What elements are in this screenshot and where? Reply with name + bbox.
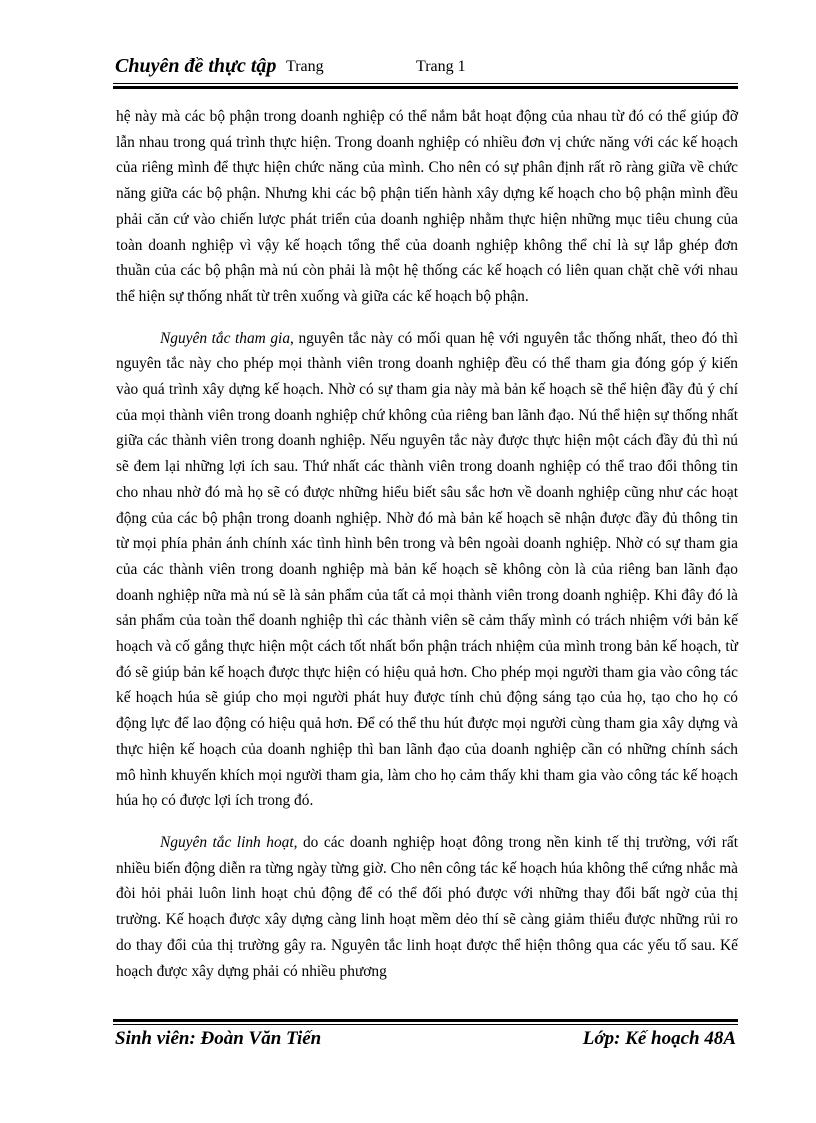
page-header [113,52,738,84]
document-body [116,104,738,1000]
footer-rule-thin [113,1024,738,1025]
header-trang-label: Trang [286,58,324,75]
paragraph-3 [116,830,738,984]
paragraph-2-lead: Nguyên tắc tham gia [160,329,291,347]
paragraph-3-text: , do các doanh nghiệp hoạt đông trong nền kinh tế thị trường, với rất nhiều biến động diễn ra từng ngày từng giờ. Cho nên công tác kế hoạch húa không thể cứng nhắc mà đòi hỏi phải luôn linh hoạt chủ động để có thể đối phó được với những thay đổi bất ngờ của thị trường. Kế hoạch được xây dựng càng linh hoạt mềm dẻo thí sẽ càng giảm thiểu được những rủi ro do thay đổi của thị trường gây ra. Nguyên tắc linh hoạt được thể hiện thông qua các yếu tố sau. Kế hoạch được xây dựng phải có nhiều phương [116,833,738,980]
footer-rule-thick [113,1019,738,1022]
paragraph-2-text: , nguyên tắc này có mối quan hệ với nguyên tắc thống nhất, theo đó thì nguyên tắc này cho phép mọi thành viên trong doanh nghiệp đều có thể tham gia đóng góp ý kiến vào quá trình xây dựng kế hoạch. Nhờ có sự tham gia này mà bản kế hoạch sẽ thể hiện đầy đủ ý chí của mọi thành viên trong doanh nghiệp chứ không của riêng ban lãnh đạo. Nú thể hiện sự thống nhất giữa các thành viên trong doanh nghiệp. Nếu nguyên tắc này được thực hiện một cách đầy đủ thì nú sẽ đem lại những lợi ích sau. Thứ nhất các thành viên trong doanh nghiệp có thể trao đổi thông tin cho nhau nhờ đó mà họ sẽ có được những hiểu biết sâu sắc hơn về doanh nghiệp cũng như các hoạt động của các bộ phận trong doanh nghiệp. Nhờ đó mà bản kế hoạch sẽ nhận được đầy đủ thông tin từ mọi phía phản ánh chính xác tình hình bên trong và bên ngoài doanh nghiệp. Nhờ có sự tham gia của các thành viên trong doanh nghiệp mà bản kế hoạch sẽ không còn là của riêng ban lãnh đạo doanh nghiệp nữa mà nú sẽ là sản phẩm của tất cả mọi thành viên trong doanh nghiệp. Khi đây đó là sản phẩm của toàn thể doanh nghiệp thì các thành viên sẽ cảm thấy mình có trách nhiệm với bản kế hoạch và cố gắng thực hiện một cách tốt nhất bổn phận trách nhiệm của mình trong bản kế hoạch, từ đó sẽ giúp bản kế hoạch được thực hiện có hiệu quả hơn. Cho phép mọi người tham gia vào công tác kế hoạch húa sẽ giúp cho mọi người phát huy được tính chủ động sáng tạo của họ, tạo cho họ có động lực để lao động có hiệu quả hơn. Để có thể thu hút được mọi người cùng tham gia xây dựng và thực hiện kế hoạch của doanh nghiệp thì ban lãnh đạo của doanh nghiệp cần có những chính sách mô hình khuyến khích mọi người tham gia, làm cho họ cảm thấy khi tham gia vào công tác kế hoạch húa họ có được lợi ích trong đó. [116,329,738,810]
header-rule-thin [113,83,738,84]
paragraph-3-lead: Nguyên tắc linh hoạt [160,833,294,851]
footer-class: Lớp: Kế hoạch 48A [582,1028,736,1049]
paragraph-1-text: hệ này mà các bộ phận trong doanh nghiệp có thể nắm bắt hoạt động của nhau từ đó có thể giúp đỡ lẫn nhau trong quá trình thực hiện. Trong doanh nghiệp có nhiều đơn vị chức năng với các kế hoạch của riêng mình để thực hiện chức năng của mình. Cho nên có sự phân định rất rõ ràng giữa về chức năng giữa các bộ phận. Nhưng khi các bộ phận tiến hành xây dựng kế hoạch cho bộ phận mình đều phải căn cứ vào chiến lược phát triển của doanh nghiệp nhằm thực hiện những mục tiêu chung của toàn doanh nghiệp vì vậy kế hoạch tổng thể của doanh nghiệp không thể chỉ là sự lắp ghép đơn thuần của các bộ phận mà nú còn phải là một hệ thống các kế hoạch có liên quan chặt chẽ với nhau thể hiện sự thống nhất từ trên xuống và giữa các kế hoạch bộ phận. [116,108,738,305]
page-footer [113,1028,738,1056]
header-rule-thick [113,86,738,89]
header-page-number: Trang 1 [416,58,466,75]
footer-student: Sinh viên: Đoàn Văn Tiến [115,1028,322,1049]
paragraph-1 [116,104,738,310]
paragraph-2 [116,326,738,814]
header-title: Chuyên đề thực tập [115,55,277,77]
